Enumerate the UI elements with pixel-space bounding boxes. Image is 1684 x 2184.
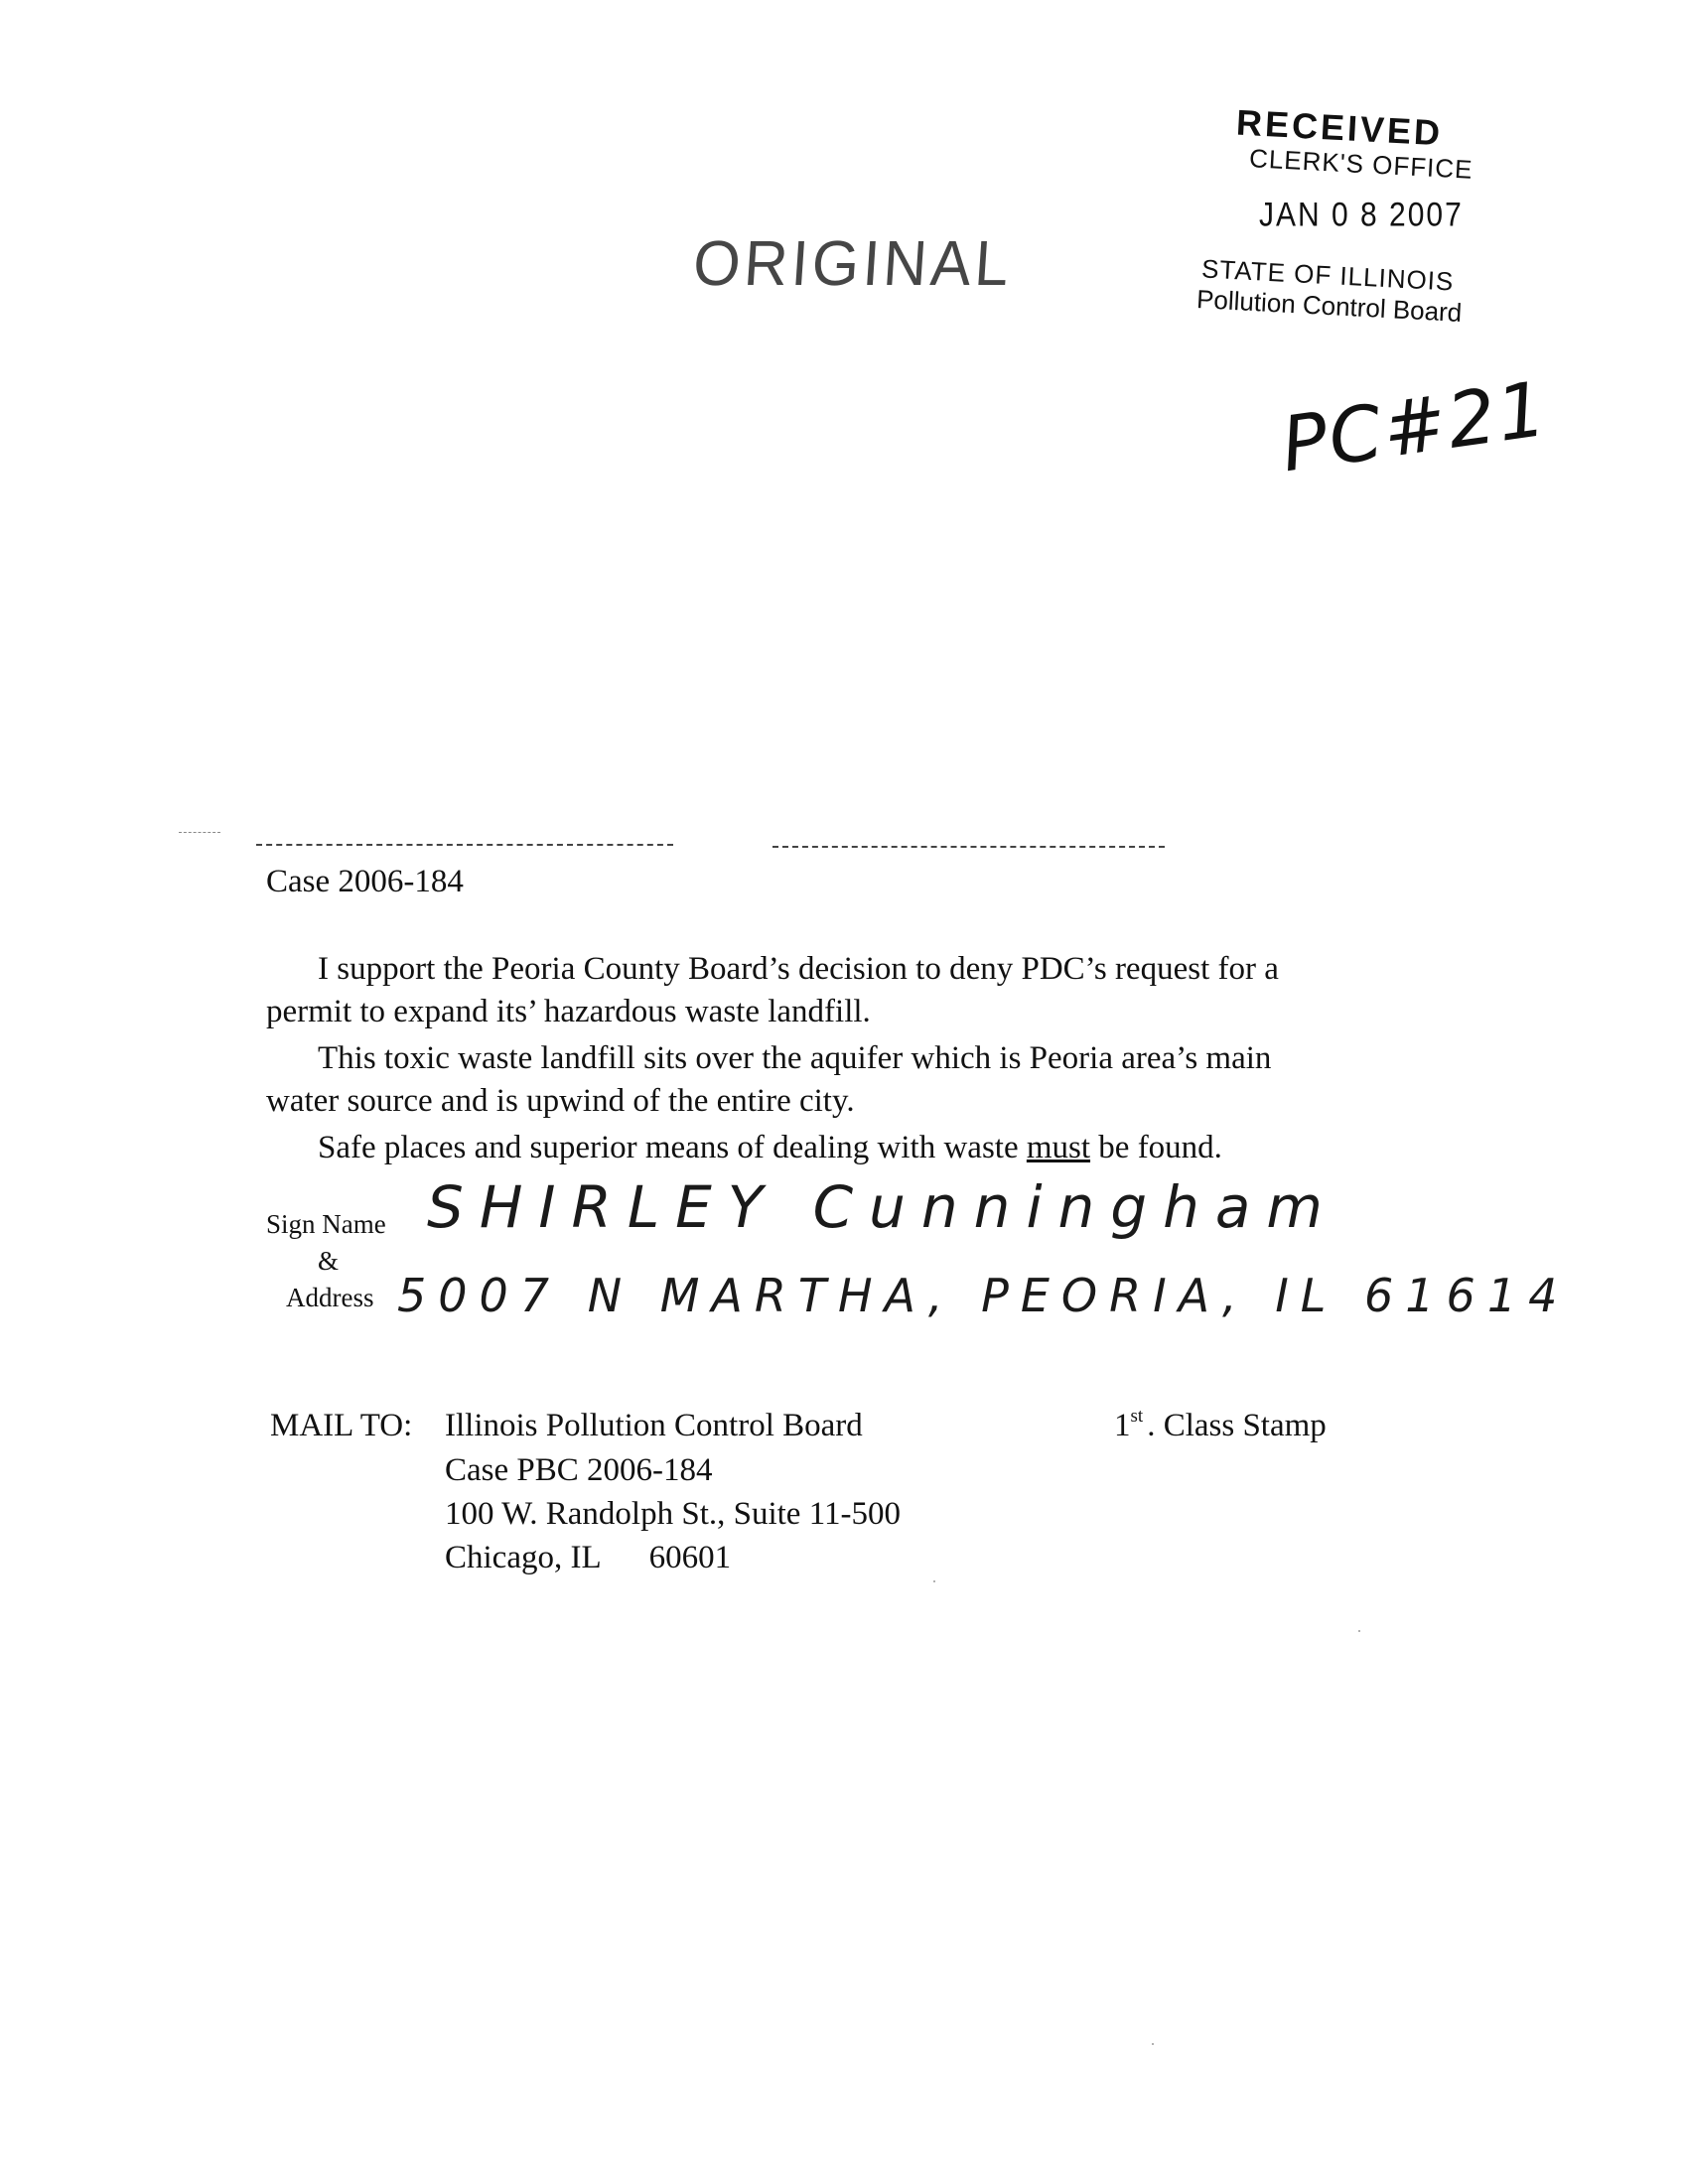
- statement-line: water source and is upwind of the entire city.: [266, 1083, 855, 1119]
- scan-speck: [1152, 2043, 1154, 2045]
- mail-recipient: Illinois Pollution Control Board: [445, 1408, 863, 1443]
- postage-class-number: 1: [1114, 1408, 1131, 1443]
- statement-line: This toxic waste landfill sits over the aquifer which is Peoria area’s main: [318, 1040, 1272, 1076]
- address-label: Address: [286, 1283, 374, 1312]
- statement-text: Safe places and superior means of dealing with waste: [318, 1130, 1027, 1165]
- received-stamp-board: Pollution Control Board: [1195, 284, 1464, 328]
- statement-text: be found.: [1090, 1130, 1222, 1165]
- original-stamp: ORIGINAL: [691, 227, 1015, 299]
- handwritten-address: 5007 N MARTHA, PEORIA, IL 61614: [397, 1269, 1570, 1322]
- statement-emphasis: must: [1026, 1130, 1091, 1165]
- received-stamp-state: STATE OF ILLINOIS: [1200, 253, 1456, 297]
- handwritten-signature: SHIRLEY Cunningham: [427, 1173, 1338, 1241]
- divider-line-left: [256, 844, 673, 846]
- mail-zip: 60601: [648, 1540, 732, 1575]
- postage-class-text: . Class Stamp: [1147, 1408, 1327, 1443]
- mail-city-line: [445, 1537, 731, 1579]
- statement-line: [318, 1127, 1222, 1169]
- received-stamp-office: CLERK'S OFFICE: [1248, 143, 1474, 185]
- sign-name-label: Sign Name: [266, 1209, 386, 1239]
- postage-class-suffix: st: [1130, 1406, 1144, 1427]
- margin-mark: [179, 832, 220, 833]
- mail-case: Case PBC 2006-184: [445, 1452, 713, 1488]
- received-stamp-title: RECEIVED: [1235, 101, 1445, 154]
- mail-to-label: MAIL TO:: [270, 1408, 413, 1443]
- scan-speck: [933, 1580, 935, 1582]
- divider-line-right: [772, 846, 1165, 848]
- scan-speck: [1358, 1630, 1360, 1632]
- postage-note: [1114, 1405, 1327, 1447]
- received-stamp-date: JAN 0 8 2007: [1259, 196, 1464, 234]
- mail-street: 100 W. Randolph St., Suite 11-500: [445, 1496, 901, 1532]
- ampersand: &: [318, 1246, 340, 1276]
- case-reference: Case 2006-184: [266, 864, 464, 899]
- statement-line: I support the Peoria County Board’s decision to deny PDC’s request for a: [318, 951, 1279, 987]
- statement-line: permit to expand its’ hazardous waste landfill.: [266, 994, 871, 1029]
- public-comment-number: PC#21: [1276, 363, 1554, 489]
- mail-city: Chicago, IL: [445, 1540, 602, 1575]
